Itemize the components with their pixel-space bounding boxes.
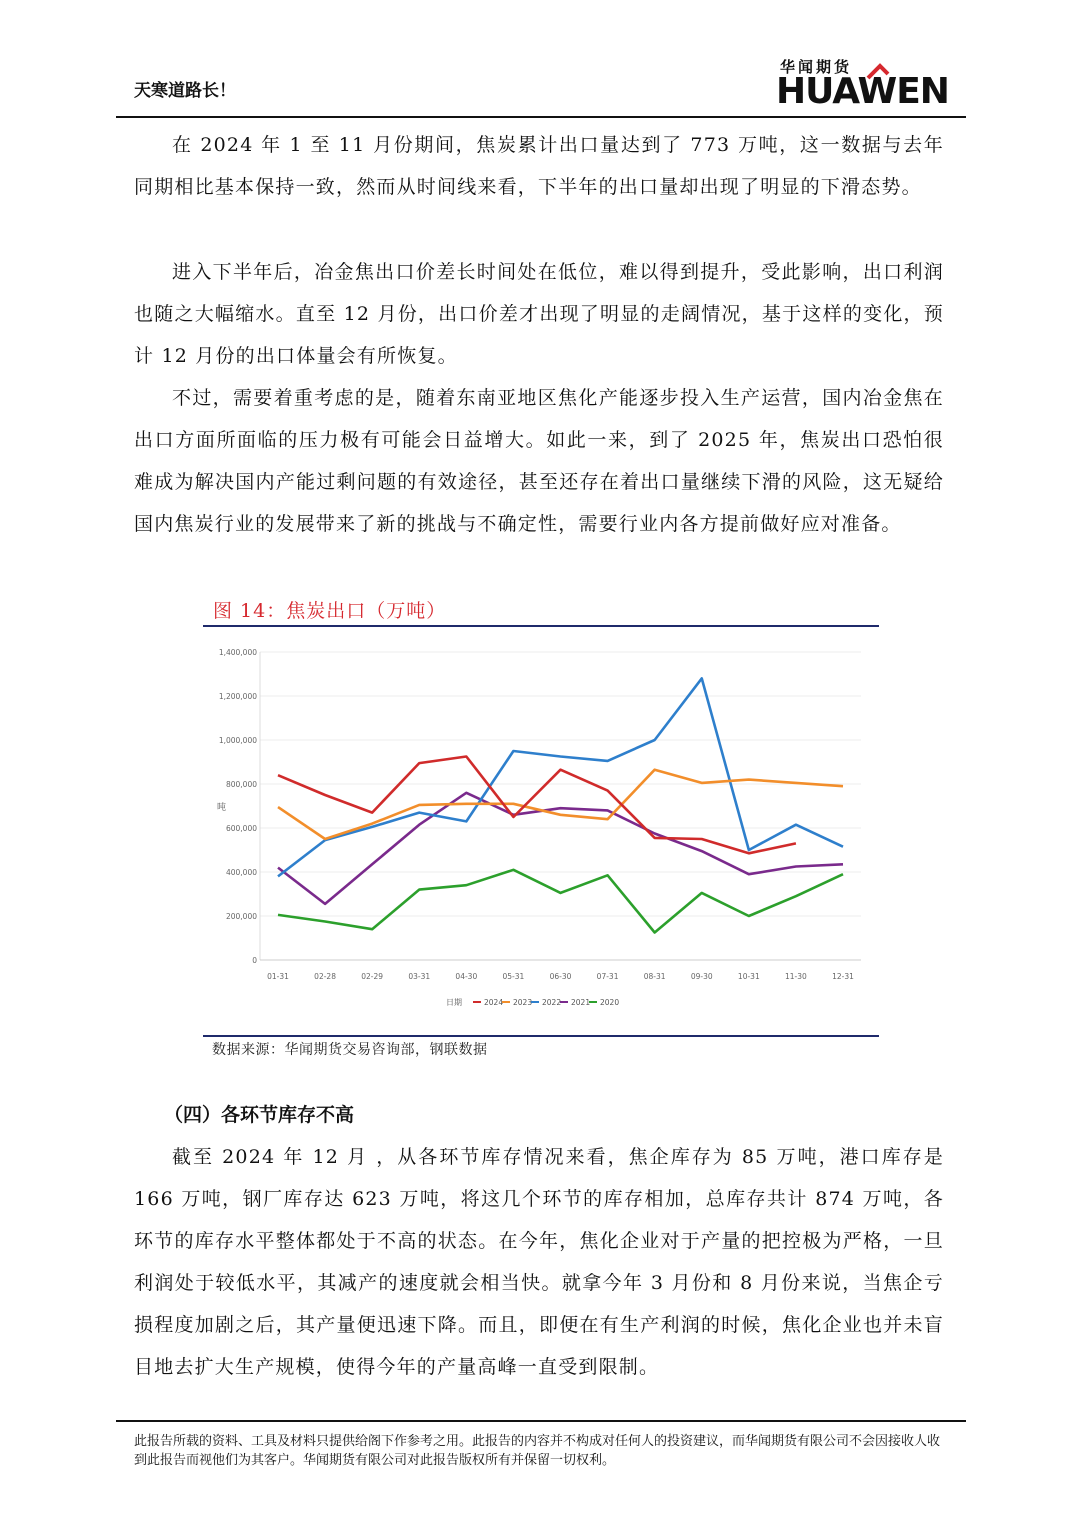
x-tick-label: 10-31 [737, 972, 760, 981]
series-line-2020 [278, 870, 843, 933]
y-tick-label: 0 [252, 956, 257, 965]
legend-label-2022: 2022 [542, 998, 562, 1007]
legend-label-2024: 2024 [484, 998, 504, 1007]
paragraph-text: 进入下半年后，冶金焦出口价差长时间处在低位，难以得到提升，受此影响，出口利润也随之大幅缩水。直至 12 月份，出口价差才出现了明显的走阔情况，基于这样的变化，预计 12 月份的出口体量会有所恢复。 [134, 261, 944, 367]
chart-series-lines [278, 678, 843, 932]
legend-label-2023: 2023 [513, 998, 533, 1007]
chart-gridlines [260, 652, 861, 960]
x-tick-label: 08-31 [643, 972, 666, 981]
y-tick-label: 400,000 [225, 868, 257, 877]
y-tick-label: 1,400,000 [218, 648, 257, 657]
header-slogan: 天寒道路长！ [134, 81, 236, 101]
huawen-logo [776, 56, 952, 114]
x-tick-label: 02-28 [314, 972, 336, 981]
y-tick-label: 1,200,000 [218, 692, 257, 701]
chart-x-tick-labels [267, 972, 854, 981]
x-tick-label: 12-31 [832, 972, 854, 981]
figure-bottom-rule [203, 1035, 879, 1037]
paragraph-text: 不过，需要着重考虑的是，随着东南亚地区焦化产能逐步投入生产运营，国内冶金焦在出口方面所面临的压力极有可能会日益增大。如此一来，到了 2025 年，焦炭出口恐怕很难成为解决国内产能过剩问题的有效途径，甚至还存在着出口量继续下滑的风险，这无疑给国内焦炭行业的发展带来了新的挑战与不确定性，需要行业内各方提前做好应对准备。 [134, 387, 944, 535]
footer-divider [116, 1420, 966, 1422]
x-tick-label: 04-30 [455, 972, 478, 981]
x-tick-label: 05-31 [502, 972, 525, 981]
paragraph-text: 在 2024 年 1 至 11 月份期间，焦炭累计出口量达到了 773 万吨，这一数据与去年同期相比基本保持一致，然而从时间线来看，下半年的出口量却出现了明显的下滑态势。 [134, 134, 944, 198]
x-tick-label: 09-30 [690, 972, 713, 981]
legend-label-2020: 2020 [600, 998, 620, 1007]
body-paragraph-3 [134, 377, 944, 545]
y-tick-label: 200,000 [225, 912, 257, 921]
y-tick-label: 600,000 [225, 824, 257, 833]
body-paragraph-1 [134, 124, 944, 208]
paragraph-text: 截至 2024 年 12 月 ，从各环节库存情况来看，焦企库存为 85 万吨，港口库存是 166 万吨，钢厂库存达 623 万吨，将这几个环节的库存相加，总库存共计 874 万吨，各环节的库存水平整体都处于不高的状态。在今年，焦化企业对于产量的把控极为严格，一旦利润处于较低水平，其减产的速度就会相当快。就拿今年 3 月份和 8 月份来说，当焦企亏损程度加剧之后，其产量便迅速下降。而且，即便在有生产利润的时候，焦化企业也并未盲目地去扩大生产规模，使得今年的产量高峰一直受到限制。 [134, 1146, 944, 1378]
section-heading: （四）各环节库存不高 [164, 1104, 355, 1126]
series-line-2022 [278, 678, 843, 876]
figure-title: 图 14：焦炭出口（万吨） [213, 600, 447, 622]
chart-legend [446, 997, 619, 1007]
header-divider [116, 116, 966, 118]
body-paragraph-2 [134, 251, 944, 377]
x-tick-label: 07-31 [596, 972, 619, 981]
series-line-2024 [278, 757, 796, 854]
footer-disclaimer: 此报告所载的资料、工具及材料只提供给阁下作参考之用。此报告的内容并不构成对任何人的投资建议，而华闻期货有限公司不会因接收人收到此报告而视他们为其客户。华闻期货有限公司对此报告版权所有并保留一切权利。 [134, 1434, 941, 1468]
x-tick-label: 02-29 [361, 972, 384, 981]
legend-title: 日期 [446, 998, 462, 1007]
figure-source: 数据来源：华闻期货交易咨询部，钢联数据 [212, 1042, 488, 1058]
x-tick-label: 11-30 [785, 972, 807, 981]
figure-top-rule [203, 625, 879, 627]
legend-label-2021: 2021 [571, 998, 591, 1007]
logo-chinese-name: 华闻期货 [780, 58, 853, 76]
x-tick-label: 01-31 [267, 972, 289, 981]
coke-export-line-chart [203, 630, 879, 1030]
body-paragraph-4 [134, 1136, 944, 1388]
y-tick-label: 1,000,000 [218, 736, 257, 745]
logo-swoosh-icon [776, 56, 952, 114]
y-tick-label: 800,000 [225, 780, 257, 789]
chart-y-axis-label: 吨 [217, 803, 227, 813]
x-tick-label: 03-31 [408, 972, 431, 981]
logo-english-name: HUAWEN [776, 71, 949, 112]
x-tick-label: 06-30 [549, 972, 572, 981]
